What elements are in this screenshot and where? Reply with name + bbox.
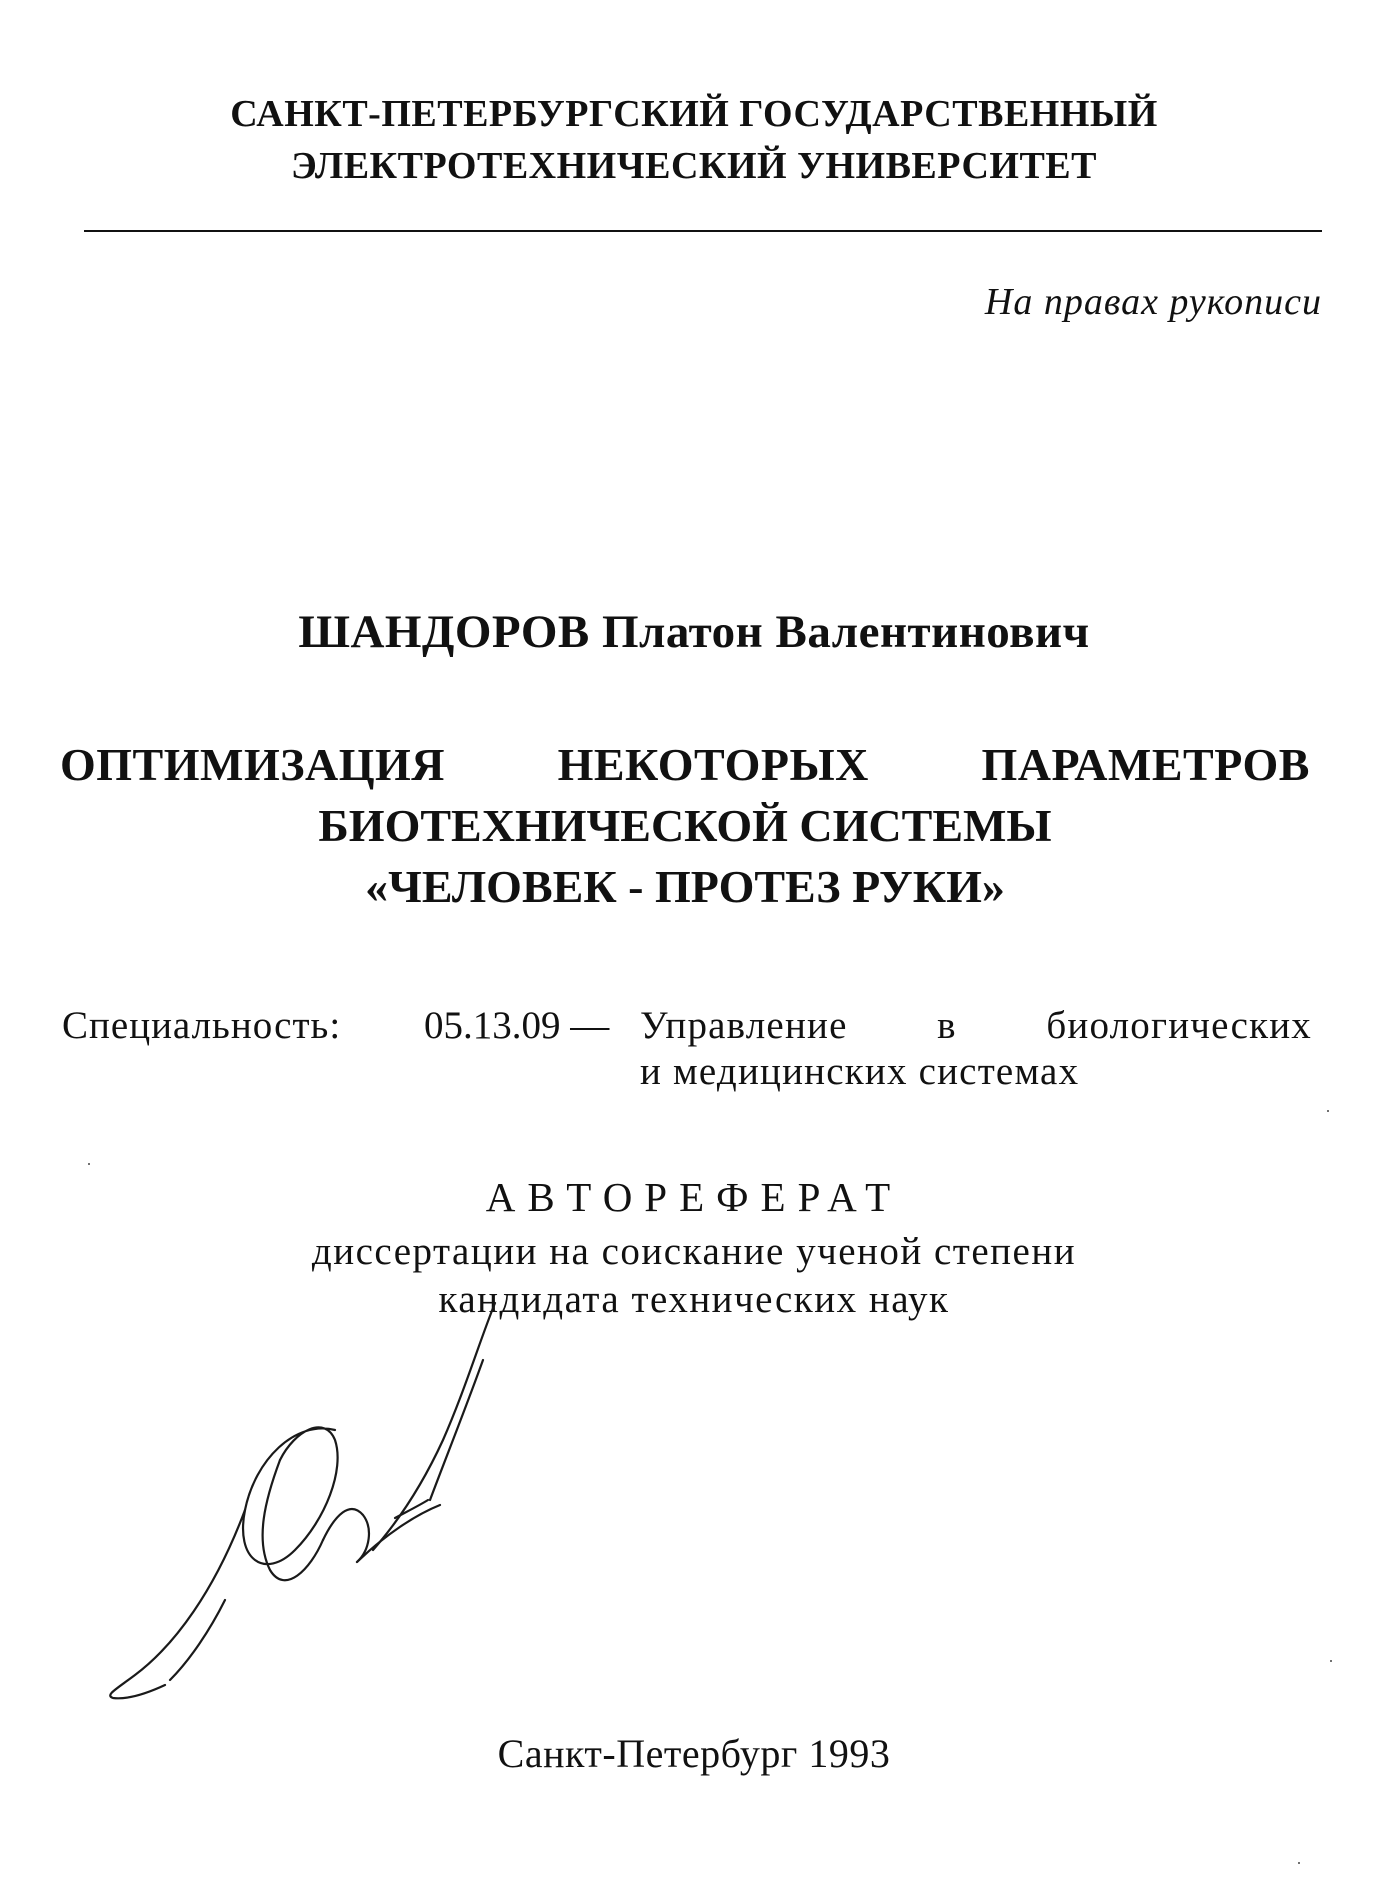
- university-line-2: ЭЛЕКТРОТЕХНИЧЕСКИЙ УНИВЕРСИТЕТ: [291, 145, 1097, 187]
- title-line-1: ОПТИМИЗАЦИЯ НЕКОТОРЫХ ПАРАМЕТРОВ: [60, 739, 1310, 790]
- abstract-sub-line-2: кандидата технических наук: [438, 1278, 950, 1321]
- specialty-description: [640, 1003, 1312, 1095]
- university-heading: [0, 88, 1388, 192]
- abstract-heading: АВТОРЕФЕРАТ: [485, 1174, 903, 1220]
- title-line-3: «ЧЕЛОВЕК - ПРОТЕЗ РУКИ»: [365, 861, 1005, 912]
- title-line-2: БИОТЕХНИЧЕСКОЙ СИСТЕМЫ: [318, 800, 1052, 851]
- abstract-sub-line-1: диссертации на соискание ученой степени: [311, 1230, 1077, 1273]
- specialty-code: 05.13.09 —: [424, 1004, 610, 1047]
- header-divider: [84, 230, 1322, 232]
- scan-speck: [1330, 1660, 1332, 1662]
- manuscript-note: На правах рукописи: [984, 281, 1322, 323]
- scan-speck: [88, 1163, 90, 1165]
- scan-speck: [1327, 1110, 1329, 1112]
- specialty-label: Специальность:: [62, 1004, 342, 1047]
- scan-speck: [1298, 1862, 1300, 1864]
- author-name: ШАНДОРОВ Платон Валентинович: [298, 606, 1090, 658]
- handwritten-signature: [95, 1300, 515, 1700]
- dissertation-title: [60, 734, 1310, 917]
- university-line-1: САНКТ-ПЕТЕРБУРГСКИЙ ГОСУДАРСТВЕННЫЙ: [230, 93, 1158, 135]
- specialty-desc-line-2: и медицинских системах: [640, 1050, 1080, 1093]
- city-year: Санкт-Петербург 1993: [497, 1731, 891, 1776]
- specialty-desc-line-1: Управление в биологических: [640, 1004, 1312, 1047]
